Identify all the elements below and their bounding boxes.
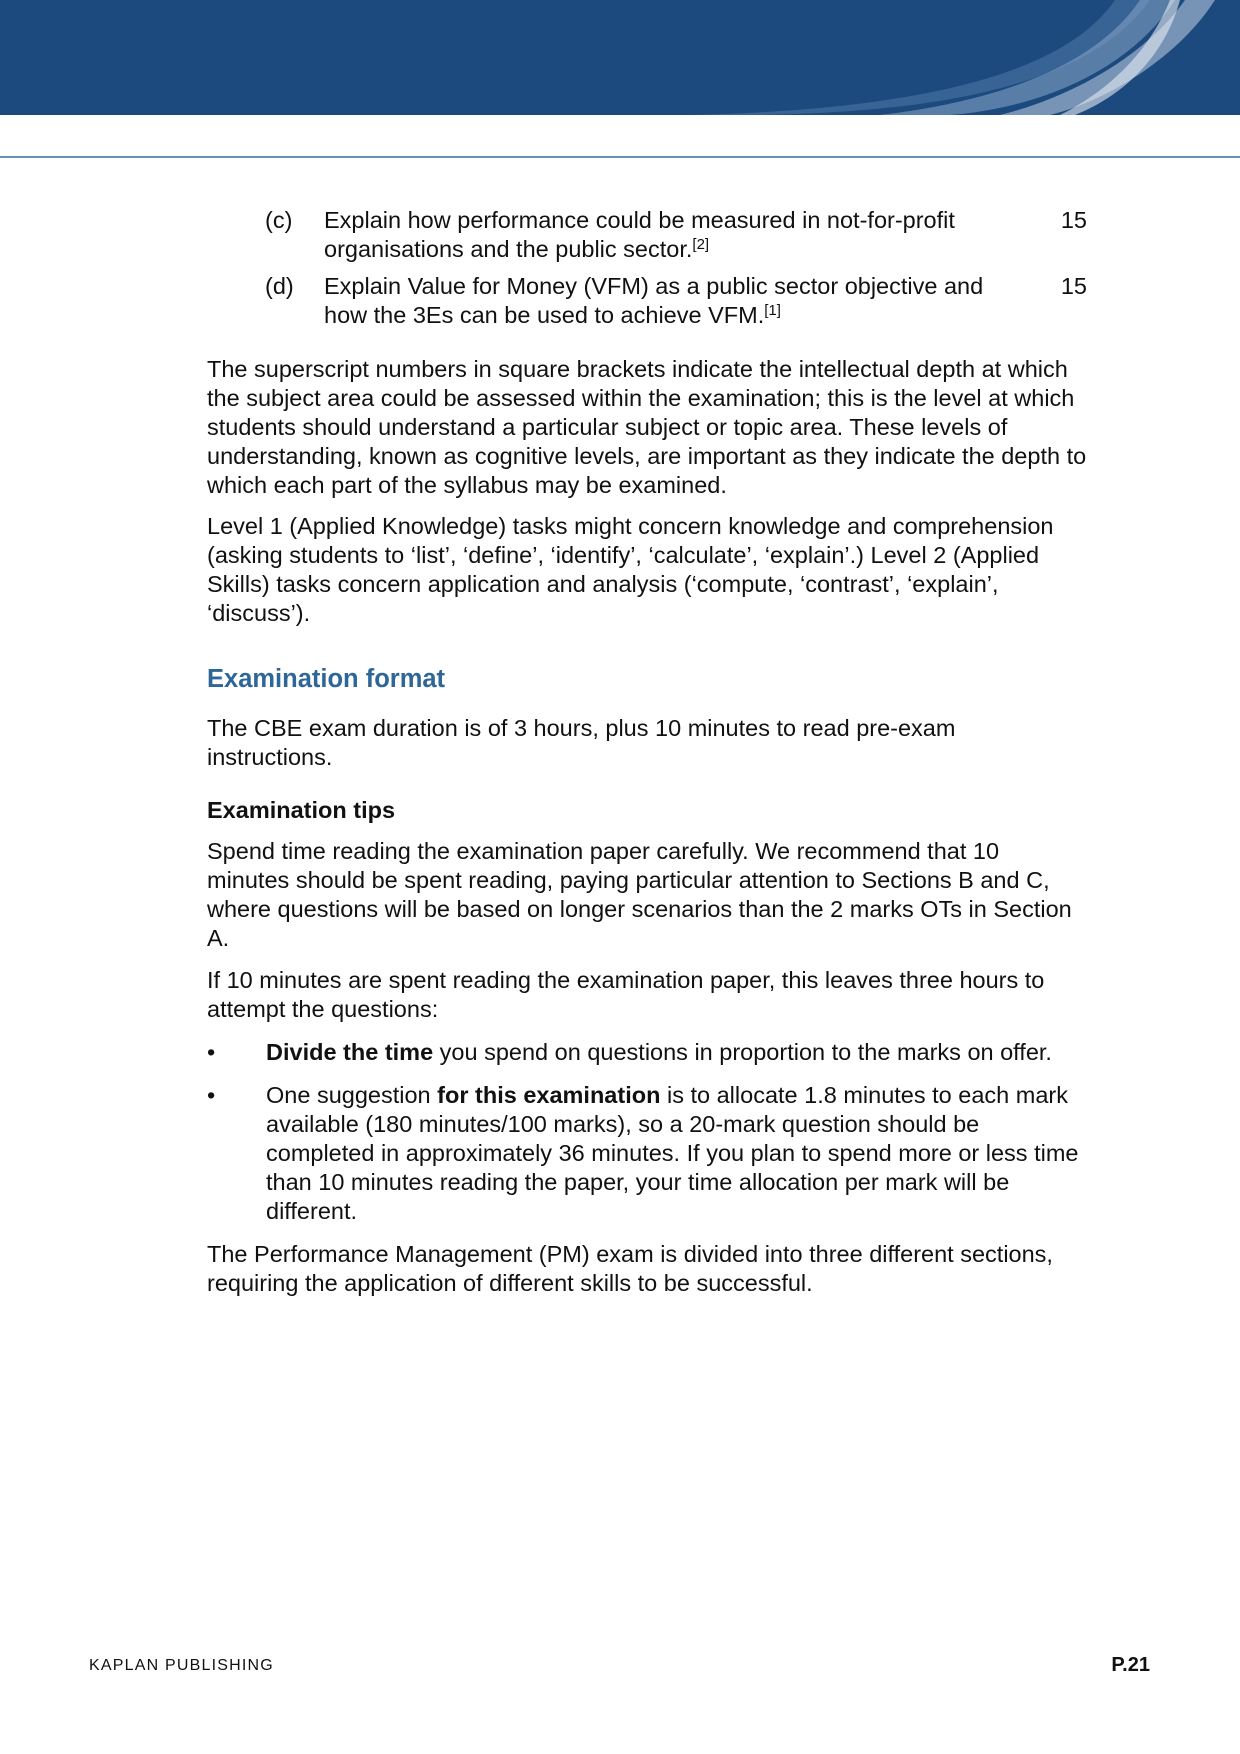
bullet-icon: • bbox=[207, 1039, 216, 1065]
pm-exam-paragraph: The Performance Management (PM) exam is divided into three different sections, requiring the application of different skills to be successful. bbox=[207, 1241, 1053, 1296]
item-text: Explain how performance could be measured in not-for-profit organisations and the public sector. bbox=[324, 207, 955, 262]
page-number: P.21 bbox=[1111, 1654, 1150, 1676]
bullet-text: you spend on questions in proportion to the marks on offer. bbox=[433, 1039, 1052, 1065]
bullet-text: is to allocate 1.8 minutes to each mark available (180 minutes/100 marks), so a 20-mark question should be completed in approximately 36 minutes. If you plan to spend more or less time than 10 minutes reading the paper, your time allocation per mark will be different. bbox=[266, 1082, 1079, 1224]
section-heading: Examination format bbox=[207, 665, 446, 693]
if-spent-paragraph: If 10 minutes are spent reading the examination paper, this leaves three hours to attempt the questions: bbox=[207, 967, 1045, 1022]
item-label: (d) bbox=[265, 273, 294, 299]
list-item bbox=[207, 1081, 1087, 1226]
syllabus-item-d bbox=[265, 272, 1087, 330]
superscript-note-paragraph: The superscript numbers in square brackets indicate the intellectual depth at which the subject area could be assessed within the examination; this is the level at which students should understand a particular subject or topic area. These levels of understanding, known as cognitive levels, are important as they indicate the depth to which each part of the syllabus may be examined. bbox=[207, 356, 1087, 498]
tips-list bbox=[207, 1038, 1087, 1226]
item-text: Explain Value for Money (VFM) as a public sector objective and how the 3Es can be used to achieve VFM. bbox=[324, 273, 984, 328]
item-label: (c) bbox=[265, 207, 293, 233]
swoosh-graphic bbox=[0, 0, 1240, 115]
levels-paragraph: Level 1 (Applied Knowledge) tasks might concern knowledge and comprehension (asking students to ‘list’, ‘define’, ‘identify’, ‘calculate’, ‘explain’.) Level 2 (Applied Skills) tasks concern application and analysis (‘compute, ‘contrast’, ‘explain’, ‘discuss’). bbox=[207, 513, 1054, 626]
bullet-bold-text: Divide the time bbox=[266, 1039, 434, 1065]
item-marks: 15 bbox=[1060, 273, 1087, 299]
item-marks: 15 bbox=[1060, 207, 1087, 233]
cognitive-level: [2] bbox=[692, 236, 710, 253]
list-item bbox=[207, 1038, 1087, 1067]
footer-publisher: KAPLAN PUBLISHING bbox=[89, 1657, 274, 1674]
tips-heading: Examination tips bbox=[207, 797, 396, 823]
bullet-lead-text: One suggestion bbox=[266, 1082, 438, 1108]
cognitive-level: [1] bbox=[764, 302, 781, 319]
header-rule bbox=[0, 156, 1240, 158]
duration-paragraph: The CBE exam duration is of 3 hours, plus 10 minutes to read pre-exam instructions. bbox=[207, 715, 956, 770]
header-banner bbox=[0, 0, 1240, 115]
bullet-bold-text: for this examination bbox=[437, 1082, 661, 1108]
bullet-icon: • bbox=[207, 1082, 216, 1108]
syllabus-item-c bbox=[265, 206, 1087, 264]
page-content bbox=[207, 206, 1087, 1298]
spend-time-paragraph: Spend time reading the examination paper carefully. We recommend that 10 minutes should be spent reading, paying particular attention to Sections B and C, where questions will be based on longer scenarios than the 2 marks OTs in Section A. bbox=[207, 838, 1072, 951]
